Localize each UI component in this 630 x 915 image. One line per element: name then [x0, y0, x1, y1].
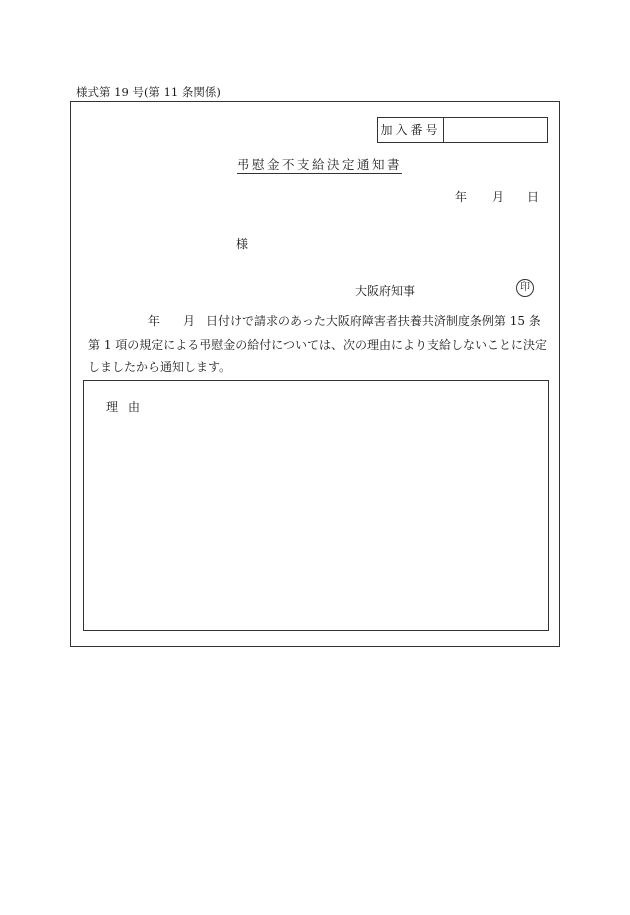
enrollment-number-label: 加入番号: [378, 118, 444, 142]
body-text-line-1: 日付けで請求のあった大阪府障害者扶養共済制度条例第 15 条: [206, 314, 541, 328]
reason-label: 理由: [106, 400, 151, 414]
issuer-title: 大阪府知事: [355, 284, 416, 298]
form-number: 様式第 19 号(第 11 条関係): [76, 85, 221, 99]
date-year-label: 年: [455, 190, 468, 204]
official-seal-icon: 印: [516, 279, 534, 297]
body-text-line-3: しましたから通知します。: [88, 360, 232, 374]
body-text-line-2: 第 1 項の規定による弔慰金の給付については、次の理由により支給しないことに決定: [88, 338, 548, 352]
addressee-honorific: 様: [236, 237, 249, 251]
date-day-label: 日: [527, 190, 540, 204]
enrollment-number-table: [377, 117, 548, 143]
enrollment-number-field[interactable]: [444, 118, 547, 142]
body-date-month: 月: [183, 314, 196, 328]
body-date-year: 年: [148, 314, 161, 328]
date-month-label: 月: [492, 190, 505, 204]
document-title: 弔慰金不支給決定通知書: [237, 157, 403, 172]
reason-box: [83, 380, 549, 631]
